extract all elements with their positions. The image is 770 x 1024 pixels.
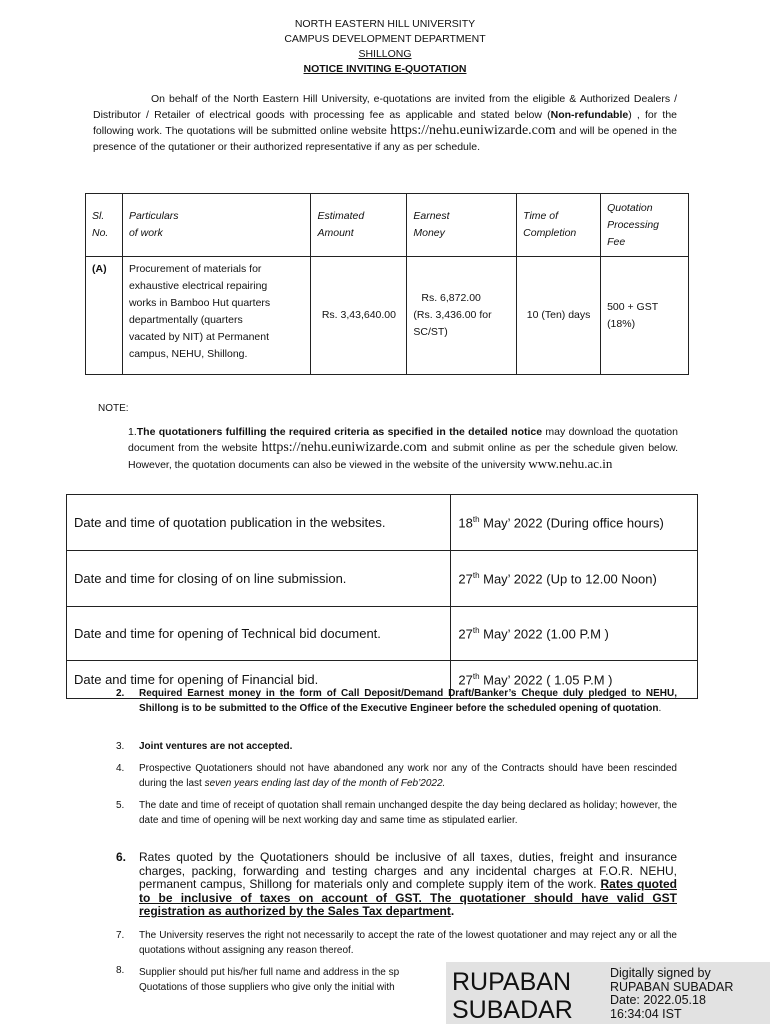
header-earnest-line2: Money (413, 227, 445, 239)
header-sl-no (86, 194, 123, 257)
row-fee (601, 257, 689, 375)
table-row (67, 495, 698, 551)
header-estimated-line2: Amount (317, 227, 354, 239)
particulars-line: exhaustive electrical repairing (128, 280, 268, 292)
schedule-label: Date and time for opening of Financial bid. (67, 661, 451, 699)
earnest-line: SC/ST) (413, 326, 448, 338)
work-table-header (86, 194, 689, 257)
item-3-text: Joint ventures are not accepted. (139, 741, 293, 752)
item-4-italic: seven years ending last day of the month of Feb’2022. (204, 778, 446, 789)
schedule-day-suffix: th (472, 514, 480, 524)
header-fee-line3: Fee (607, 235, 626, 248)
item-4-text: Prospective Quotationers should not have abandoned any work nor any of the Contracts should have been rescinded during the last (139, 763, 677, 789)
item-number: 6. (116, 850, 127, 864)
signature-name-line1: RUPABAN (452, 968, 572, 996)
item-2-text: Required Earnest money in the form of Call Deposit/Demand Draft/Banker’s Cheque duly pledged to NEHU, Shillong is to be submitted to the Office of the Executive Engineer before the scheduled opening of quotation (139, 688, 677, 714)
note-item-1-text: may download the quotation document from the website (128, 426, 678, 454)
note-label: NOTE: (98, 403, 129, 414)
intro-text-1: On behalf of the North Eastern Hill University, e-quotations are invited from the eligible & Authorized Dealers / Distributor / Retailer of electrical goods with processing fee as applicable and stated below ( (93, 93, 677, 121)
particulars-line: departmentally (quarters (128, 314, 243, 326)
signature-name-line2: SUBADAR (452, 996, 573, 1024)
intro-text-2: ) , for the following work. The quotations will be submitted online website (93, 108, 677, 137)
fee-line: (18%) (607, 317, 636, 330)
item-4 (116, 761, 677, 791)
schedule-value (451, 495, 698, 551)
row-earnest (407, 257, 517, 375)
schedule-day-suffix: th (472, 625, 480, 635)
header-estimated (311, 194, 407, 257)
euniwizarde-link[interactable]: https://nehu.euniwizarde.com (390, 123, 556, 138)
header-fee (601, 194, 689, 257)
intro-paragraph (93, 92, 677, 155)
particulars-line: works in Bamboo Hut quarters (128, 297, 271, 309)
earnest-line: Rs. 6,872.00 (421, 292, 481, 304)
item-6-text: Rates quoted by the Quotationers should be inclusive of all taxes, duties, freight and insurance charges, packing, forwarding and testing charges and any incidental charges at F.O.R. NEHU, permanent campus, Shillong for materials only and complete supply item of the work. (139, 850, 677, 891)
item-number: 1. (128, 426, 137, 438)
signature-info (610, 967, 733, 1021)
schedule-rest: May’ 2022 (1.00 P.M ) (479, 626, 609, 642)
row-time: 10 (Ten) days (517, 257, 601, 375)
item-8-line-1: Supplier should put his/her full name and address in the sp (139, 967, 400, 978)
signature-info-line: Digitally signed by (610, 966, 711, 980)
item-6 (116, 850, 677, 919)
schedule-rest: May’ 2022 (Up to 12.00 Noon) (479, 571, 657, 587)
item-5-text: The date and time of receipt of quotation shall remain unchanged despite the day being declared as holiday; however, the date and time of opening will be next working day and same time as stipulated earlier. (139, 800, 677, 826)
table-row (86, 257, 689, 375)
schedule-value (451, 607, 698, 661)
earnest-line: (Rs. 3,436.00 for (413, 309, 492, 321)
particulars-line: Procurement of materials for (128, 263, 262, 275)
header-particulars (122, 194, 311, 257)
note-item-1 (128, 424, 678, 473)
item-6-end: . (450, 904, 455, 918)
header-fee-line1: Quotation (607, 201, 653, 214)
item-number: 5. (116, 800, 125, 811)
schedule-rest: May’ 2022 (During office hours) (479, 515, 664, 531)
particulars-line: vacated by NIT) at Permanent (128, 331, 270, 343)
header-time (517, 194, 601, 257)
schedule-rest: May’ 2022 ( 1.05 P.M ) (479, 672, 613, 688)
schedule-day-suffix: th (472, 570, 480, 580)
intro-text-3: and will be opened in the presence of the qutationer or their authorized representative if any as per schedule. (93, 125, 677, 153)
item-8-line-2: Quotations of those suppliers who give only the initial with (139, 982, 395, 993)
note-item-1-text-2: and submit online as per the schedule given below. However, the quotation documents can also be viewed in the website of the university (128, 442, 678, 471)
signature-name (452, 968, 573, 1024)
digital-signature (446, 962, 770, 1024)
fee-line: 500 + GST (607, 300, 659, 313)
schedule-day: 27 (458, 571, 473, 587)
item-7-text: The University reserves the right not necessarily to accept the rate of the lowest quotationer and may reject any or all the quotations without assigning any reason thereof. (139, 930, 677, 956)
note-item-1-bold: The quotationers fulfilling the required criteria as specified in the detailed notice (136, 426, 543, 438)
schedule-day-suffix: th (472, 671, 480, 681)
item-number: 3. (116, 741, 125, 752)
header-particulars-line1: Particulars (128, 210, 179, 222)
item-number: 4. (116, 763, 125, 774)
header-estimated-line1: Estimated (317, 210, 365, 222)
schedule-day: 27 (458, 626, 473, 642)
item-7 (116, 928, 677, 958)
item-6-bold: Rates quoted to be inclusive of taxes on account of GST. The quotationer should have valid GST registration as authorized by the Sales Tax department (139, 877, 677, 918)
row-particulars (122, 257, 311, 375)
schedule-day: 27 (458, 672, 473, 688)
schedule-label: Date and time for opening of Technical bid document. (67, 607, 451, 661)
item-8-number: 8. (116, 965, 125, 976)
notice-title-text: NOTICE INVITING E-QUOTATION (303, 63, 467, 75)
header-fee-line2: Processing (607, 218, 660, 231)
header-city (0, 47, 770, 62)
signature-time: 16:34:04 IST (610, 1006, 682, 1021)
notice-title (0, 62, 770, 77)
header-sl-line1: Sl. (92, 210, 105, 222)
table-row (67, 607, 698, 661)
header-earnest (407, 194, 517, 257)
header-department: CAMPUS DEVELOPMENT DEPARTMENT (284, 33, 486, 45)
header-time-line1: Time of (523, 210, 559, 222)
item-2 (116, 686, 677, 716)
euniwizarde-link-2[interactable]: https://nehu.euniwizarde.com (261, 440, 428, 455)
signature-info-line: RUPABAN SUBADAR (610, 979, 734, 994)
header-sl-line2: No. (92, 227, 109, 239)
item-5 (116, 798, 677, 828)
item-2-end: . (658, 703, 662, 714)
header-city-text: SHILLONG (358, 48, 412, 60)
nehu-website-link[interactable]: www.nehu.ac.in (528, 456, 613, 471)
item-3 (116, 739, 677, 754)
table-row (67, 551, 698, 607)
work-table (85, 193, 689, 375)
item-8 (139, 965, 459, 995)
header-time-line2: Completion (523, 227, 577, 239)
schedule-table (66, 494, 698, 699)
item-number: 7. (116, 930, 125, 941)
schedule-value (451, 551, 698, 607)
row-estimated: Rs. 3,43,640.00 (311, 257, 407, 375)
header-particulars-line2: of work (128, 227, 163, 239)
header-university: NORTH EASTERN HILL UNIVERSITY (294, 18, 476, 30)
header-earnest-line1: Earnest (413, 210, 450, 222)
particulars-line: campus, NEHU, Shillong. (128, 348, 248, 360)
schedule-label: Date and time of quotation publication in the websites. (67, 495, 451, 551)
non-refundable-text: Non-refundable (550, 108, 629, 121)
schedule-label: Date and time for closing of on line submission. (67, 551, 451, 607)
item-number: 2. (116, 688, 125, 699)
row-sl: (A) (86, 257, 123, 375)
signature-date: Date: 2022.05.18 (610, 993, 706, 1007)
schedule-day: 18 (458, 515, 473, 531)
